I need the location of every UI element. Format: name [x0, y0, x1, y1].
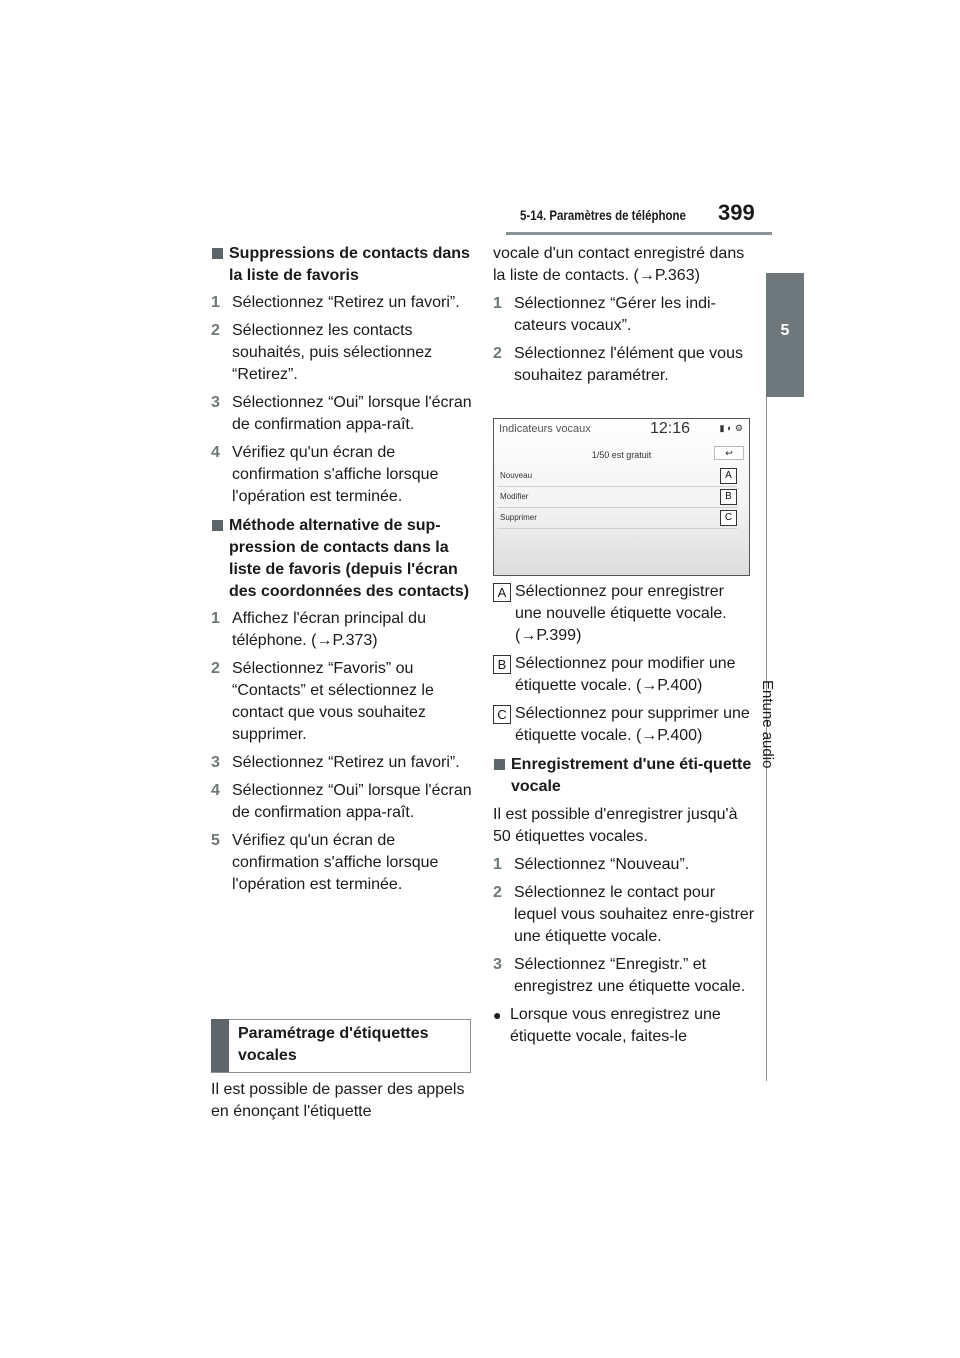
back-icon[interactable]: ↩	[714, 446, 744, 460]
info-box-title: Paramétrage d'étiquettes vocales	[238, 1025, 429, 1064]
step: 1 Sélectionnez “Gérer les indi-cateurs vocaux”.	[493, 295, 716, 334]
label-item: B Sélectionnez pour modifier une étiquette vocale. (→P.400)	[493, 653, 755, 697]
bullet-item: ● Lorsque vous enregistrez une étiquette vocale, faites-le	[493, 1004, 755, 1048]
step: 3 Sélectionnez “Retirez un favori”.	[211, 754, 460, 771]
screen-row-edit[interactable]: Modifier B	[497, 487, 737, 508]
page-number: 399	[718, 200, 755, 225]
callout-b: B	[720, 489, 737, 505]
intro-paragraph: Il est possible de passer des appels en énonçant l'étiquette	[211, 1081, 465, 1120]
screen-count: 1/50 est gratuit	[591, 450, 652, 460]
section-heading: Enregistrement d'une éti-quette vocale	[493, 754, 755, 798]
step: 4 Sélectionnez “Oui” lorsque l'écran de confirmation appa-raît.	[211, 782, 472, 821]
step: 3 Sélectionnez “Oui” lorsque l'écran de confirmation appa-raît.	[211, 394, 472, 433]
step: 1 Affichez l'écran principal du téléphone. (→P.373)	[211, 610, 426, 649]
step: 4 Vérifiez qu'un écran de confirmation s'affiche lorsque l'opération est terminée.	[211, 444, 439, 505]
step: 2 Sélectionnez “Favoris” ou “Contacts” et sélectionnez le contact que vous souhaitez supprimer.	[211, 660, 434, 743]
step: 2 Sélectionnez l'élément que vous souhaitez paramétrer.	[493, 345, 743, 384]
section-title: 5-14. Paramètres de téléphone	[520, 207, 686, 223]
paragraph: vocale d'un contact enregistré dans la liste de contacts. (→P.363)	[493, 245, 745, 284]
chapter-label: Entune audio	[759, 680, 776, 769]
right-column-bottom	[493, 581, 755, 1048]
status-icons: ▮ ◐ ⚙	[719, 423, 743, 433]
header-divider	[506, 232, 772, 235]
screen-clock: 12:16	[650, 420, 691, 437]
step: 5 Vérifiez qu'un écran de confirmation s'affiche lorsque l'opération est terminée.	[211, 832, 439, 893]
info-box-bar	[211, 1019, 229, 1072]
paragraph: Il est possible d'enregistrer jusqu'à 50 étiquettes vocales.	[493, 806, 738, 845]
screen-row-new[interactable]: Nouveau A	[497, 466, 737, 487]
label-item: A Sélectionnez pour enregistrer une nouvelle étiquette vocale. (→P.399)	[493, 581, 755, 647]
step: 1 Sélectionnez “Retirez un favori”.	[211, 294, 460, 311]
voice-tags-screen	[493, 418, 750, 576]
screen-row-delete[interactable]: Supprimer C	[497, 508, 737, 529]
step: 3 Sélectionnez “Enregistr.” et enregistrez une étiquette vocale.	[493, 956, 746, 995]
left-column	[211, 243, 473, 896]
section-heading: Méthode alternative de sup-pression de contacts dans la liste de favoris (depuis l'écran des coordonnées des contacts)	[211, 515, 473, 603]
label-item: C Sélectionnez pour supprimer une étiquette vocale. (→P.400)	[493, 703, 755, 747]
callout-c: C	[720, 510, 737, 526]
step: 2 Sélectionnez le contact pour lequel vous souhaitez enre-gistrer une étiquette vocale.	[493, 884, 755, 945]
screen-title: Indicateurs vocaux	[499, 423, 591, 435]
right-column-top	[493, 243, 755, 387]
step: 2 Sélectionnez les contacts souhaités, puis sélectionnez “Retirez”.	[211, 322, 433, 383]
callout-a: A	[720, 468, 737, 484]
section-heading: Suppressions de contacts dans la liste de favoris	[211, 243, 473, 287]
chapter-number: 5	[780, 322, 790, 339]
step: 1 Sélectionnez “Nouveau”.	[493, 856, 690, 873]
